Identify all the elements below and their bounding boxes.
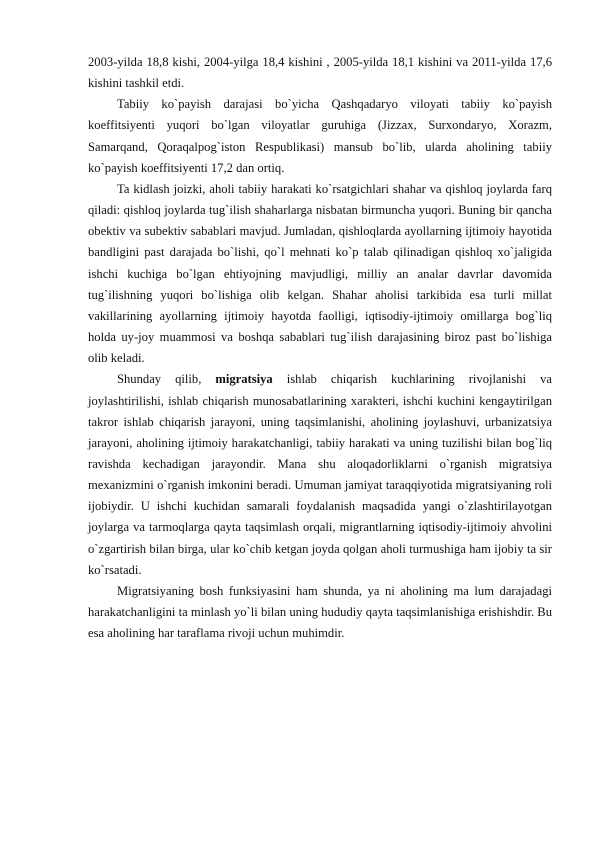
migration-term-bold: migratsiya [215,372,273,387]
paragraph-natural-growth: Tabiiy ko`payish darajasi bo`yicha Qashqadaryo viloyati tabiiy ko`payish koeffitsiyenti yuqori bo`lgan viloyatlar guruhiga (Jizzax, Surxondaryo, Xorazm, Samarqand, Qoraqalpog`iston Respublikasi) mansub bo`lib, ularda aholining tabiiy ko`payish koeffitsiyenti 17,2 dan ortiq. [88,97,552,175]
document-page [88,52,552,644]
paragraph-birth-rates: 2003-yilda 18,8 kishi, 2004-yilga 18,4 kishini , 2005-yilda 18,1 kishini va 2011-yilda 17,6 kishini tashkil etdi. [88,55,552,91]
paragraph-migration-definition [88,369,552,581]
paragraph-urban-rural: Ta kidlash joizki, aholi tabiiy harakati ko`rsatgichlari shahar va qishloq joylarda farq qiladi: qishloq joylarda tug`ilish shaharlarga nisbatan birmuncha yuqori. Buning bir qancha obektiv va subektiv sabablari mavjud. Jumladan, qishloqlarda ayollarning ijtimoiy hayotida bandligini past darajada bo`lishi, qo`l mehnati ko`p talab qilinadigan qishloq xo`jaligida ishchi kuchiga bo`lgan ehtiyojning mavjudligi, milliy an analar davrlar davomida tug`ilishning yuqori bo`lishiga olib kelgan. Shahar aholisi tarkibida esa turli millat vakillarining ayollarning ijtimoiy hayotda faolligi, iqtisodiy-ijtimoiy omillarga bog`liq holda uy-joy muammosi va boshqa sabablari tug`ilish darajasining biroz past bo`lishiga olib keladi. [88,181,552,366]
paragraph-migration-function: Migratsiyaning bosh funksiyasini ham shunda, ya ni aholining ma lum darajadagi harakatchanligini ta minlash yo`li bilan uning hududiy qayta taqsimlanishiga erishishdir. Bu esa aholining har taraflama rivoji uchun muhimdir. [88,583,552,641]
migration-body-text: ishlab chiqarish kuchlarining rivojlanishi va joylashtirilishi, ishlab chiqarish munosabatlarining xarakteri, ishchi kuchini kengaytirilgan takror ishlab chiqarish jarayoni, uning taqsimlanishi, aholining joylashuvi, urbanizatsiya jarayoni, aholining ijtimoiy harakatchanligi, tabiiy harakati va uning tuzilishi bilan bog`liq ravishda kechadigan jarayondir. Mana shu aloqadorliklarni o`rganish migratsiya mexanizmini o`rganish imkonini beradi. Umuman jamiyat taraqqiyotida migratsiyaning roli ijobiydir. U ishchi kuchidan samarali foydalanish maqsadida yangi o`zlashtirilayotgan joylarga va tarmoqlarga qayta taqsimlash orqali, migrantlarning iqtisodiy-ijtimoiy ahvolini o`zgartirish bilan birga, ular ko`chib ketgan joyda qolgan aholi turmushiga ham ijobiy ta sir ko`rsatadi. [88,372,552,577]
migration-intro-text: Shunday qilib, [117,372,216,387]
